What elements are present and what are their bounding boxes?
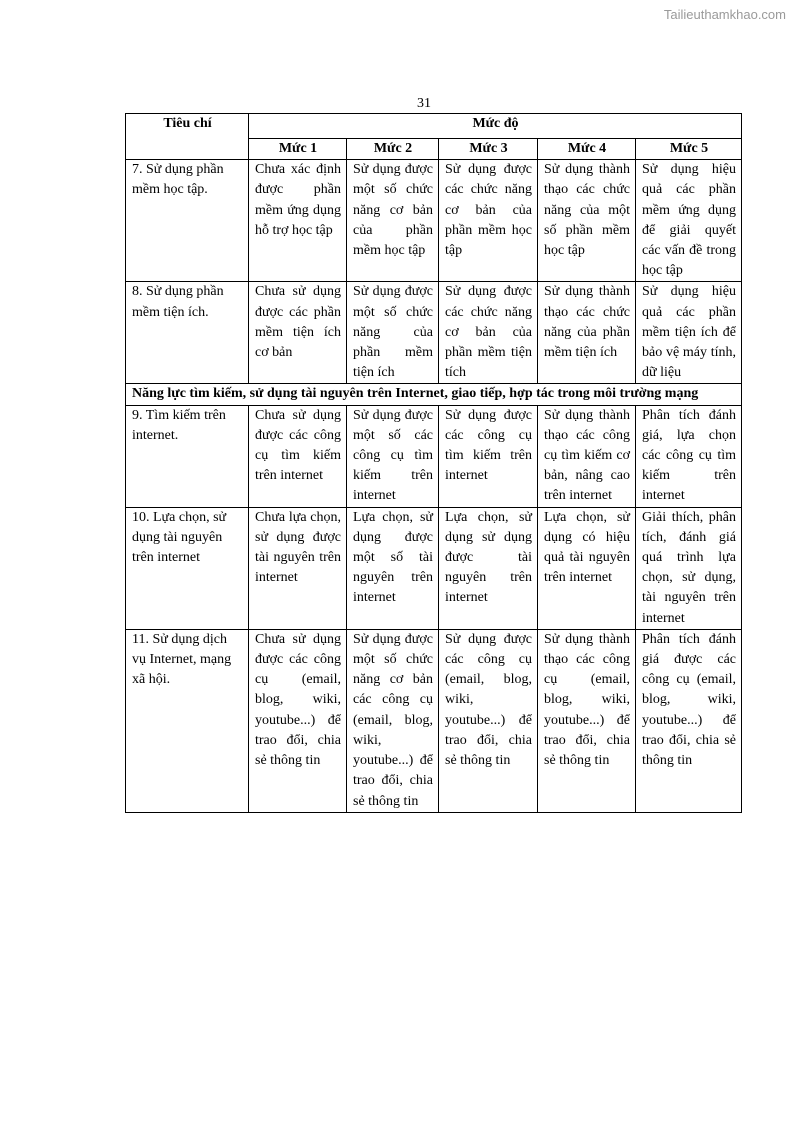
header-level-3: Mức 3 — [439, 139, 538, 160]
level-cell: Sử dụng được một số chức năng của phần mềm tiện ích — [347, 282, 439, 384]
level-cell: Chưa xác định được phần mềm ứng dụng hỗ trợ học tập — [249, 160, 347, 282]
watermark: Tailieuthamkhao.com — [663, 7, 786, 22]
table-row — [126, 282, 742, 384]
level-cell: Sử dụng được các công cụ tìm kiếm trên internet — [439, 405, 538, 507]
section-title: Năng lực tìm kiếm, sử dụng tài nguyên trên Internet, giao tiếp, hợp tác trong môi trường mạng — [126, 384, 742, 405]
table-row — [126, 160, 742, 282]
level-cell: Lựa chọn, sử dụng có hiệu quả tài nguyên trên internet — [538, 507, 636, 629]
header-criteria: Tiêu chí — [126, 114, 249, 160]
level-cell: Phân tích đánh giá, lựa chọn các công cụ tìm kiếm trên internet — [636, 405, 742, 507]
table-header-row — [126, 114, 742, 139]
level-cell: Giải thích, phân tích, đánh giá quá trình lựa chọn, sử dụng, tài nguyên trên internet — [636, 507, 742, 629]
criterion-cell: 7. Sử dụng phần mềm học tập. — [126, 160, 249, 282]
header-level-4: Mức 4 — [538, 139, 636, 160]
level-cell: Lựa chọn, sử dụng được một số tài nguyên trên internet — [347, 507, 439, 629]
level-cell: Sử dụng thành thạo các công cụ (email, blog, wiki, youtube...) để trao đổi, chia sẻ thông tin — [538, 629, 636, 812]
criteria-table — [125, 113, 742, 813]
level-cell: Sử dụng được một số các công cụ tìm kiếm trên internet — [347, 405, 439, 507]
table-row — [126, 629, 742, 812]
level-cell: Sử dụng thành thạo các công cụ tìm kiếm cơ bản, nâng cao trên internet — [538, 405, 636, 507]
level-cell: Sử dụng được các chức năng cơ bản của phần mềm học tập — [439, 160, 538, 282]
level-cell: Sử dụng hiệu quả các phần mềm ứng dụng để giải quyết các vấn đề trong học tập — [636, 160, 742, 282]
header-level-2: Mức 2 — [347, 139, 439, 160]
level-cell: Sử dụng được một số chức năng cơ bản của phần mềm học tập — [347, 160, 439, 282]
level-cell: Sử dụng thành thạo các chức năng của phần mềm tiện ích — [538, 282, 636, 384]
level-cell: Sử dụng được một số chức năng cơ bản các công cụ (email, blog, wiki, youtube...) để trao đổi, chia sẻ thông tin — [347, 629, 439, 812]
level-cell: Phân tích đánh giá được các công cụ (email, blog, wiki, youtube...) để trao đổi, chia sẻ thông tin — [636, 629, 742, 812]
level-cell: Sử dụng được các chức năng cơ bản của phần mềm tiện tích — [439, 282, 538, 384]
criterion-cell: 8. Sử dụng phần mềm tiện ích. — [126, 282, 249, 384]
level-cell: Sử dụng hiệu quả các phần mềm tiện ích để bảo vệ máy tính, dữ liệu — [636, 282, 742, 384]
section-row — [126, 384, 742, 405]
table-row — [126, 405, 742, 507]
level-cell: Lựa chọn, sử dụng sử dụng được tài nguyên trên internet — [439, 507, 538, 629]
level-cell: Chưa lựa chọn, sử dụng được tài nguyên trên internet — [249, 507, 347, 629]
page-number: 31 — [417, 96, 431, 111]
header-level-5: Mức 5 — [636, 139, 742, 160]
header-level-1: Mức 1 — [249, 139, 347, 160]
table-row — [126, 507, 742, 629]
criterion-cell: 9. Tìm kiếm trên internet. — [126, 405, 249, 507]
level-cell: Sử dụng được các công cụ (email, blog, wiki, youtube...) để trao đổi, chia sẻ thông tin — [439, 629, 538, 812]
criterion-cell: 11. Sử dụng dịch vụ Internet, mạng xã hội. — [126, 629, 249, 812]
header-level: Mức độ — [249, 114, 742, 139]
level-cell: Sử dụng thành thạo các chức năng của một số phần mềm học tập — [538, 160, 636, 282]
criterion-cell: 10. Lựa chọn, sử dụng tài nguyên trên internet — [126, 507, 249, 629]
level-cell: Chưa sử dụng được các công cụ (email, blog, wiki, youtube...) để trao đổi, chia sẻ thông tin — [249, 629, 347, 812]
level-cell: Chưa sử dụng được các phần mềm tiện ích cơ bản — [249, 282, 347, 384]
level-cell: Chưa sử dụng được các công cụ tìm kiếm trên internet — [249, 405, 347, 507]
